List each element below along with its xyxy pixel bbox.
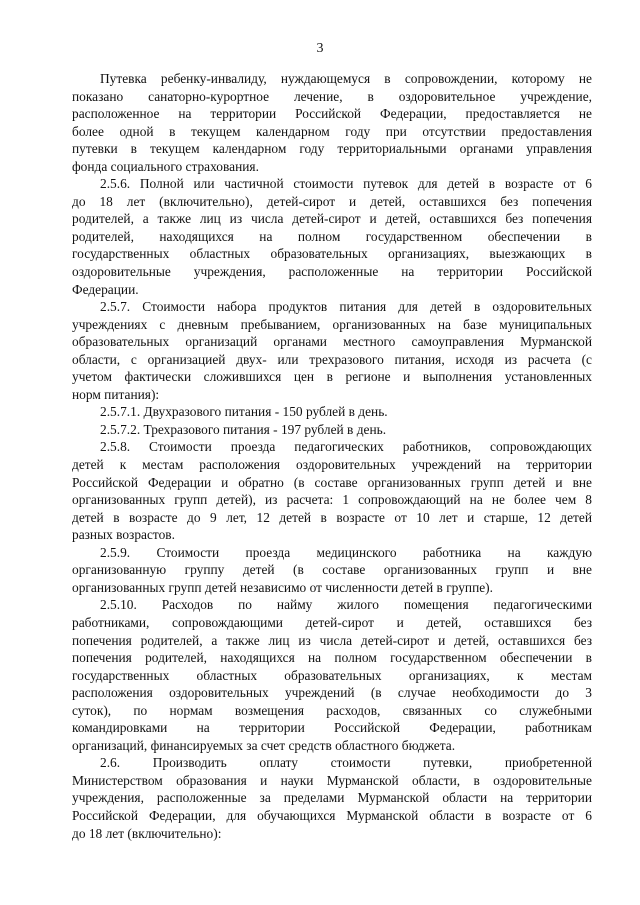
text-line: Российской Федерации, для обучающихся Мурманской области в возрасте от 6 (72, 807, 592, 823)
text-line: расположенное на территории Российской Федерации, предоставляется не (72, 106, 592, 122)
paragraph-intro (72, 70, 592, 175)
text-line: фонда социального страхования. (72, 158, 259, 174)
text-line: 2.5.7.2. Трехразового питания - 197 рублей в день. (100, 421, 387, 437)
text-line: попечения родителей, а также лиц из числа детей-сирот и детей, оставшихся без (72, 632, 592, 648)
paragraph-p-2-5-9 (72, 544, 592, 597)
paragraph-p-2-5-7 (72, 298, 592, 403)
text-line: области, с организацией двух- или трехразового питания, исходя из расчета (с (72, 351, 592, 367)
paragraph-p-2-5-7-1 (72, 403, 592, 421)
text-line: организованную группу детей (в составе организованных групп и вне (72, 562, 592, 578)
document-body (72, 70, 592, 842)
paragraph-p-2-5-6 (72, 175, 592, 298)
text-line: государственных областных образовательных организациях, выезжающих в (72, 246, 592, 262)
text-line: учетом фактически сложившихся цен в регионе и выполнения установленных (72, 369, 592, 385)
text-line: более одной в текущем календарном году при отсутствии предоставления (72, 123, 592, 139)
text-line: учреждения, расположенные за пределами Мурманской области на территории (72, 790, 592, 806)
text-line: 2.5.7. Стоимости набора продуктов питания для детей в оздоровительных (100, 299, 592, 315)
text-line: попечения родителей, находящихся на полном государственном обеспечении в (72, 650, 592, 666)
text-line: показано санаторно-курортное лечение, в оздоровительное учреждение, (72, 88, 592, 104)
text-line: путевки в текущем календарном году территориальными органами управления (72, 141, 592, 157)
text-line: норм питания): (72, 386, 160, 402)
text-line: детей в возрасте до 9 лет, 12 детей в возрасте от 10 лет и старше, 12 детей (72, 509, 592, 525)
text-line: Федерации. (72, 281, 139, 297)
text-line: расположения оздоровительных учреждений (в случае необходимости до 3 (72, 685, 592, 701)
text-line: Путевка ребенку-инвалиду, нуждающемуся в сопровождении, которому не (100, 71, 592, 86)
paragraph-p-2-6 (72, 754, 592, 842)
text-line: 2.5.7.1. Двухразового питания - 150 рублей в день. (100, 404, 388, 420)
text-line: 2.5.10. Расходов по найму жилого помещения педагогическими (100, 597, 592, 613)
text-line: родителей, находящихся на полном государственном обеспечении в (72, 228, 592, 244)
text-line: 2.5.8. Стоимости проезда педагогических работников, сопровождающих (100, 439, 592, 455)
text-line: 2.5.9. Стоимости проезда медицинского работника на каждую (100, 544, 592, 560)
text-line: оздоровительные учреждения, расположенные на территории Российской (72, 264, 592, 280)
text-line: 2.5.6. Полной или частичной стоимости путевок для детей в возрасте от 6 (100, 176, 592, 192)
text-line: государственных областных образовательных организациях, к местам (72, 667, 592, 683)
text-line: родителей, а также лиц из числа детей-сирот и детей, оставшихся без попечения (72, 211, 592, 227)
paragraph-p-2-5-7-2 (72, 421, 592, 439)
page-number: 3 (316, 41, 324, 56)
text-line: суток), по нормам возмещения расходов, связанных со служебными (72, 702, 592, 718)
text-line: образовательных организаций органами местного самоуправления Мурманской (72, 334, 592, 350)
text-line: организованных групп детей независимо от численности детей в группе). (72, 579, 493, 595)
text-line: командировками на территории Российской Федерации, работникам (72, 720, 592, 736)
text-line: Российской Федерации и обратно (в составе организованных групп детей и вне (72, 474, 592, 490)
text-line: работниками, сопровождающими детей-сирот и детей, оставшихся без (72, 614, 592, 630)
paragraph-p-2-5-8 (72, 438, 592, 543)
text-line: до 18 лет (включительно), детей-сирот и детей, оставшихся без попечения (72, 193, 592, 209)
text-line: учреждениях с дневным пребыванием, организованных на базе муниципальных (72, 316, 592, 332)
text-line: Министерством образования и науки Мурманской области, в оздоровительные (72, 772, 592, 788)
text-line: 2.6. Производить оплату стоимости путевки, приобретенной (100, 755, 592, 771)
text-line: организаций, финансируемых за счет средств областного бюджета. (72, 737, 456, 753)
text-line: детей к местам расположения оздоровительных учреждений на территории (72, 457, 592, 473)
text-line: организованных групп детей), из расчета: 1 сопровождающий на не более чем 8 (72, 492, 592, 508)
paragraph-p-2-5-10 (72, 596, 592, 754)
text-line: до 18 лет (включительно): (72, 825, 222, 841)
text-line: разных возрастов. (72, 527, 175, 543)
